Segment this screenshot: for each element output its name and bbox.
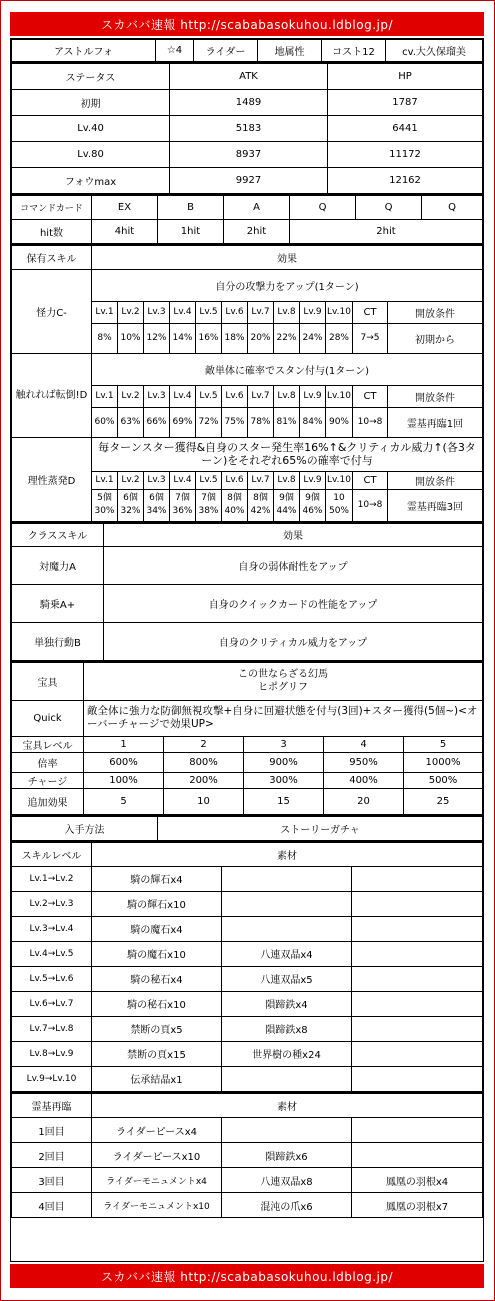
skill-value: 72% [196, 407, 222, 437]
skill-level: Lv.5 [196, 385, 222, 407]
np-extra: 15 [244, 788, 324, 814]
material: 伝承結晶x1 [92, 1066, 222, 1091]
skill-mat-level: Lv.8→Lv.9 [12, 1041, 92, 1066]
class: ライダー [194, 40, 258, 62]
skill-value: 7個 38% [196, 489, 222, 521]
card-quick: Q [356, 195, 422, 220]
servant-name: アストルフォ [12, 40, 156, 62]
skill-value: 20% [248, 323, 274, 353]
class-skill-table [11, 522, 483, 662]
material [352, 1041, 483, 1066]
table-row [12, 1016, 483, 1041]
effect-header: 効果 [92, 245, 483, 269]
material [352, 991, 483, 1016]
skill-value: 8個 40% [222, 489, 248, 521]
material [222, 1118, 352, 1143]
np-level: 3 [244, 736, 324, 752]
material [352, 941, 483, 966]
ascension-stage: 3回目 [12, 1168, 92, 1193]
material [352, 916, 483, 941]
material [352, 1118, 483, 1143]
card-arts: A [224, 195, 290, 220]
np-card: Quick [12, 700, 84, 736]
skill-name: 理性蒸発D [12, 437, 92, 521]
skill-value: 28% [326, 323, 353, 353]
skill-value: 81% [274, 407, 300, 437]
material: ライダーピースx4 [92, 1118, 222, 1143]
skill-value: 24% [300, 323, 326, 353]
hp-value: 6441 [328, 115, 483, 141]
skill-cond: 霊基再臨3回 [388, 489, 483, 521]
skill-value: 6個 32% [118, 489, 144, 521]
skill-table [11, 244, 483, 522]
skill-level: Lv.3 [144, 471, 170, 489]
skill-level: Lv.3 [144, 301, 170, 323]
hit-ex: 4hit [92, 220, 158, 244]
class-skill-effect: 自身のクイックカードの性能をアップ [104, 585, 483, 623]
material: 隕蹄鉄x4 [222, 991, 352, 1016]
material [352, 1143, 483, 1168]
np-extra: 10 [164, 788, 244, 814]
skill-level: Lv.8 [274, 471, 300, 489]
servant-sheet [10, 38, 484, 1262]
ct-label: CT [353, 301, 388, 323]
card-buster: B [158, 195, 224, 220]
status-row [12, 115, 483, 141]
hit-arts: 2hit [224, 220, 290, 244]
status-row [12, 89, 483, 115]
skill-level: Lv.8 [274, 301, 300, 323]
material [352, 1066, 483, 1091]
material [222, 1066, 352, 1091]
table-row [12, 1168, 483, 1193]
skill-mat-level: Lv.1→Lv.2 [12, 866, 92, 891]
ascension-stage: 4回目 [12, 1193, 92, 1218]
skill-mat-level: Lv.5→Lv.6 [12, 966, 92, 991]
top-banner[interactable]: スカババ速報 http://scababasokuhou.ldblog.jp/ [10, 12, 484, 36]
status-row [12, 167, 483, 193]
hp-value: 12162 [328, 167, 483, 193]
skill-material-table [11, 841, 483, 1092]
np-charge-label: チャージ [12, 772, 84, 788]
np-charge: 100% [84, 772, 164, 788]
skill-value: 78% [248, 407, 274, 437]
skill-mat-level: Lv.7→Lv.8 [12, 1016, 92, 1041]
skill-value: 10 50% [326, 489, 353, 521]
np-extra: 5 [84, 788, 164, 814]
status-label: Lv.40 [12, 115, 170, 141]
table-row [12, 1143, 483, 1168]
np-level: 2 [164, 736, 244, 752]
skill-level: Lv.5 [196, 301, 222, 323]
material [222, 891, 352, 916]
skill-value: 12% [144, 323, 170, 353]
skill-level: Lv.10 [326, 385, 353, 407]
card-ex: EX [92, 195, 158, 220]
skill-level: Lv.4 [170, 301, 196, 323]
class-skill-name: 対魔力A [12, 547, 104, 585]
skill-value: 9個 44% [274, 489, 300, 521]
skill-level: Lv.4 [170, 471, 196, 489]
material: 混沌の爪x6 [222, 1193, 352, 1218]
hit-buster: 1hit [158, 220, 224, 244]
obtain-value: ストーリーガチャ [158, 816, 483, 841]
material: 隕蹄鉄x6 [222, 1143, 352, 1168]
skill-level: Lv.2 [118, 471, 144, 489]
skill-level: Lv.9 [300, 385, 326, 407]
np-rate-label: 倍率 [12, 752, 84, 772]
skill-ct: 10→8 [353, 407, 388, 437]
np-rate: 950% [324, 752, 404, 772]
ct-label: CT [353, 385, 388, 407]
np-name: この世ならざる幻馬 ヒポグリフ [84, 662, 483, 700]
table-row [12, 966, 483, 991]
material [222, 916, 352, 941]
skill-level: Lv.6 [222, 471, 248, 489]
np-rate: 800% [164, 752, 244, 772]
ascension-table [11, 1092, 483, 1219]
card-quick: Q [290, 195, 356, 220]
skill-mat-header: スキルレベル [12, 842, 92, 866]
material: 鳳凰の羽根x4 [352, 1168, 483, 1193]
skill-value: 7個 36% [170, 489, 196, 521]
cost: コスト12 [322, 40, 386, 62]
skill-level: Lv.9 [300, 471, 326, 489]
skill-effect: 自分の攻撃力をアップ(1ターン) [92, 269, 483, 301]
skill-name: 怪力C- [12, 269, 92, 353]
skill-level: Lv.8 [274, 385, 300, 407]
skill-level: Lv.9 [300, 301, 326, 323]
skill-cond: 霊基再臨1回 [388, 407, 483, 437]
rarity: ☆4 [156, 40, 194, 62]
material: 禁断の頁x5 [92, 1016, 222, 1041]
material: ライダーピースx10 [92, 1143, 222, 1168]
table-row [12, 941, 483, 966]
material: 隕蹄鉄x8 [222, 1016, 352, 1041]
status-table [11, 62, 483, 194]
table-row [12, 891, 483, 916]
np-extra-label: 追加効果 [12, 788, 84, 814]
atk-header: ATK [170, 63, 328, 89]
skill-level: Lv.6 [222, 385, 248, 407]
skill-mat-level: Lv.3→Lv.4 [12, 916, 92, 941]
skill-mat-level: Lv.6→Lv.7 [12, 991, 92, 1016]
table-row [12, 1041, 483, 1066]
np-level: 4 [324, 736, 404, 752]
skill-mat-level: Lv.4→Lv.5 [12, 941, 92, 966]
header-table [11, 39, 483, 62]
skill-level: Lv.4 [170, 385, 196, 407]
np-level-label: 宝具レベル [12, 736, 84, 752]
cond-label: 開放条件 [388, 301, 483, 323]
np-extra: 25 [404, 788, 483, 814]
skill-value: 18% [222, 323, 248, 353]
skill-level: Lv.2 [118, 385, 144, 407]
np-extra: 20 [324, 788, 404, 814]
skill-effect: 毎ターンスター獲得&自身のスター発生率16%↑&クリティカル威力↑(各3ターン)をそれぞれ65%の確率で付与 [92, 437, 483, 471]
material [352, 966, 483, 991]
ascension-header: 霊基再臨 [12, 1093, 92, 1118]
material [352, 1016, 483, 1041]
bottom-banner[interactable]: スカババ速報 http://scababasokuhou.ldblog.jp/ [10, 1264, 484, 1288]
class-skill-header: クラススキル [12, 523, 104, 547]
ascension-material-header: 素材 [92, 1093, 483, 1118]
np-label: 宝具 [12, 662, 84, 700]
skill-level: Lv.1 [92, 471, 118, 489]
hp-value: 1787 [328, 89, 483, 115]
noble-phantasm-table [11, 661, 483, 815]
status-label: 初期 [12, 89, 170, 115]
np-charge: 500% [404, 772, 483, 788]
material: 騎の魔石x10 [92, 941, 222, 966]
skill-value: 75% [222, 407, 248, 437]
skill-name: 触れれば転倒!D [12, 353, 92, 437]
skill-value: 66% [144, 407, 170, 437]
material [352, 891, 483, 916]
skill-value: 60% [92, 407, 118, 437]
skill-value: 22% [274, 323, 300, 353]
atk-value: 1489 [170, 89, 328, 115]
skill-level: Lv.3 [144, 385, 170, 407]
material: ライダーモニュメントx4 [92, 1168, 222, 1193]
card-quick: Q [422, 195, 483, 220]
status-label: Lv.80 [12, 141, 170, 167]
command-card-label: コマンドカード [12, 195, 92, 220]
skill-mat-material-header: 素材 [92, 842, 483, 866]
hp-value: 11172 [328, 141, 483, 167]
np-rate: 900% [244, 752, 324, 772]
material [222, 866, 352, 891]
ct-label: CT [353, 471, 388, 489]
table-row [12, 916, 483, 941]
np-rate: 1000% [404, 752, 483, 772]
skill-level: Lv.2 [118, 301, 144, 323]
np-charge: 300% [244, 772, 324, 788]
class-skill-name: 単独行動B [12, 623, 104, 661]
skill-level: Lv.10 [326, 471, 353, 489]
skill-value: 69% [170, 407, 196, 437]
hit-label: hit数 [12, 220, 92, 244]
np-level: 5 [404, 736, 483, 752]
table-row [12, 1193, 483, 1218]
status-header: ステータス [12, 63, 170, 89]
table-row [12, 866, 483, 891]
class-skill-effect: 自身のクリティカル威力をアップ [104, 623, 483, 661]
skill-level: Lv.7 [248, 471, 274, 489]
status-row [12, 141, 483, 167]
skill-value: 63% [118, 407, 144, 437]
class-effect-header: 効果 [104, 523, 483, 547]
material: 鳳凰の羽根x7 [352, 1193, 483, 1218]
skill-mat-level: Lv.2→Lv.3 [12, 891, 92, 916]
skill-cond: 初期から [388, 323, 483, 353]
material: 世界樹の種x24 [222, 1041, 352, 1066]
table-row [12, 1066, 483, 1091]
material: 八連双晶x4 [222, 941, 352, 966]
skill-value: 10% [118, 323, 144, 353]
skill-ct: 10→8 [353, 489, 388, 521]
obtain-label: 入手方法 [12, 816, 158, 841]
skill-value: 6個 34% [144, 489, 170, 521]
skill-value: 16% [196, 323, 222, 353]
skill-ct: 7→5 [353, 323, 388, 353]
np-charge: 200% [164, 772, 244, 788]
skill-value: 9個 46% [300, 489, 326, 521]
np-rate: 600% [84, 752, 164, 772]
skill-level: Lv.5 [196, 471, 222, 489]
obtain-table [11, 815, 483, 842]
skill-level: Lv.7 [248, 301, 274, 323]
hp-header: HP [328, 63, 483, 89]
command-card-table [11, 194, 483, 245]
np-level: 1 [84, 736, 164, 752]
material: 騎の秘石x10 [92, 991, 222, 1016]
voice-actor: cv.大久保瑠美 [386, 40, 483, 62]
class-skill-effect: 自身の弱体耐性をアップ [104, 547, 483, 585]
skill-value: 90% [326, 407, 353, 437]
atk-value: 5183 [170, 115, 328, 141]
skill-value: 8個 42% [248, 489, 274, 521]
np-charge: 400% [324, 772, 404, 788]
skill-effect: 敵単体に確率でスタン付与(1ターン) [92, 353, 483, 385]
material: ライダーモニュメントx10 [92, 1193, 222, 1218]
ascension-stage: 2回目 [12, 1143, 92, 1168]
material: 八連双晶x8 [222, 1168, 352, 1193]
skill-mat-level: Lv.9→Lv.10 [12, 1066, 92, 1091]
atk-value: 8937 [170, 141, 328, 167]
skill-level: Lv.6 [222, 301, 248, 323]
ascension-stage: 1回目 [12, 1118, 92, 1143]
skill-value: 5個 30% [92, 489, 118, 521]
skill-level: Lv.1 [92, 385, 118, 407]
class-skill-name: 騎乗A+ [12, 585, 104, 623]
attribute: 地属性 [258, 40, 322, 62]
table-row [12, 1118, 483, 1143]
atk-value: 9927 [170, 167, 328, 193]
material [352, 866, 483, 891]
status-label: フォウmax [12, 167, 170, 193]
skill-value: 14% [170, 323, 196, 353]
np-effect: 敵全体に強力な防御無視攻撃+自身に回避状態を付与(3回)+スター獲得(5個~)<オーバーチャージで効果UP> [84, 700, 483, 736]
table-row [12, 991, 483, 1016]
skill-level: Lv.7 [248, 385, 274, 407]
material: 騎の魔石x4 [92, 916, 222, 941]
skill-level: Lv.1 [92, 301, 118, 323]
material: 騎の秘石x4 [92, 966, 222, 991]
material: 八連双晶x5 [222, 966, 352, 991]
material: 騎の輝石x4 [92, 866, 222, 891]
cond-label: 開放条件 [388, 385, 483, 407]
skill-header: 保有スキル [12, 245, 92, 269]
skill-level: Lv.10 [326, 301, 353, 323]
material: 禁断の頁x15 [92, 1041, 222, 1066]
cond-label: 開放条件 [388, 471, 483, 489]
material: 騎の輝石x10 [92, 891, 222, 916]
skill-value: 84% [300, 407, 326, 437]
hit-quick: 2hit [290, 220, 483, 244]
skill-value: 8% [92, 323, 118, 353]
